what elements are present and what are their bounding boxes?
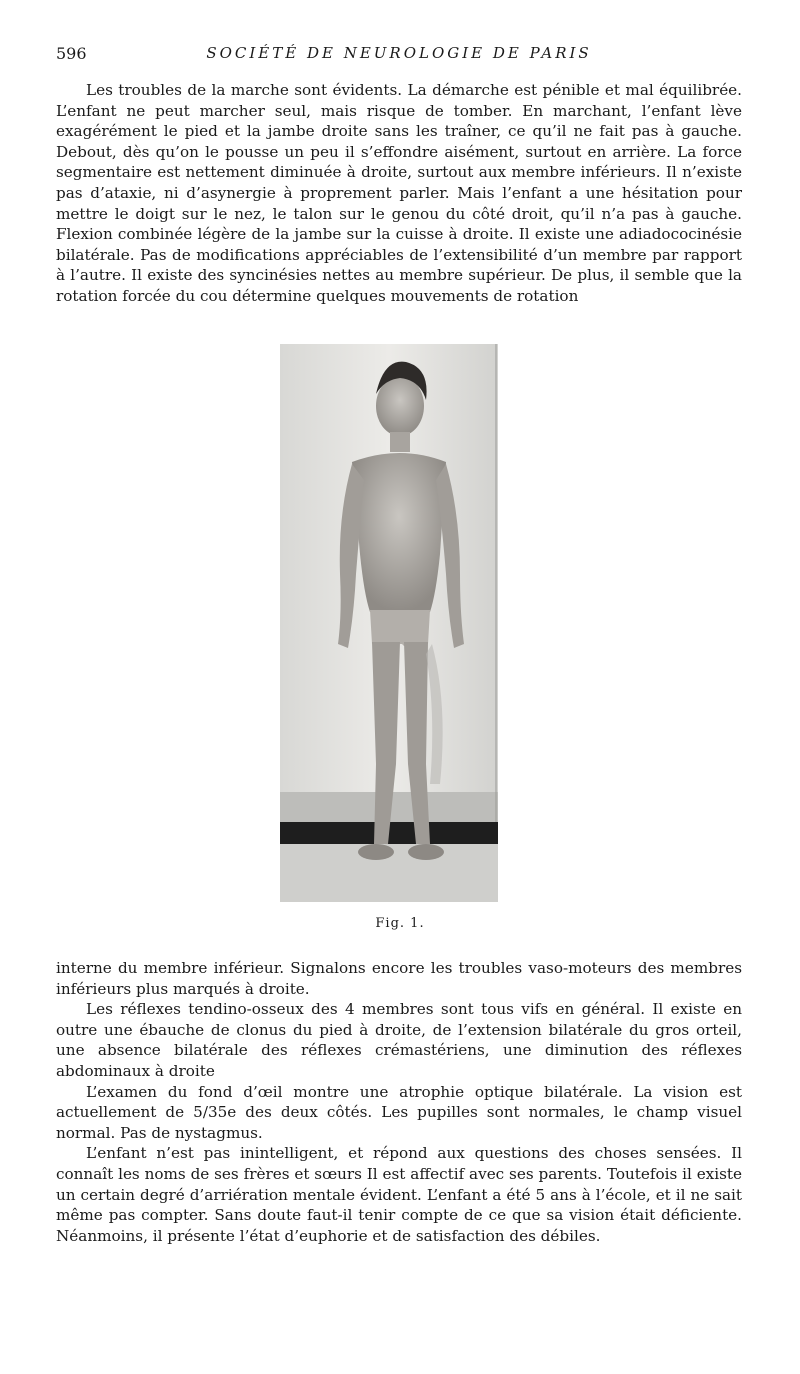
figure-photograph [280,344,498,902]
figure-caption: Fig. 1. [375,916,425,931]
page-number: 596 [56,44,87,63]
photograph-standing-child [280,344,498,902]
text-block-bottom [56,958,742,1246]
paragraph: Les troubles de la marche sont évidents. La démarche est pénible et mal équilibrée. L’enfant ne peut marcher seul, mais risque de tomber. En marchant, l’enfant lève exagérément le pied et la jambe droite sans les traîner, ce qu’il ne fait pas à gauche. Debout, dès qu’on le pousse un peu il s’effondre aisément, surtout en arrière. La force segmentaire est nettement diminuée à droite, surtout aux membre inférieurs. Il n’existe pas d’ataxie, ni d’asynergie à proprement parler. Mais l’enfant a une hésitation pour mettre le doigt sur le nez, le talon sur le genou du côté droit, qu’il n’a pas à gauche. Flexion combinée légère de la jambe sur la cuisse à droite. Il existe une adiadococinésie bilatérale. Pas de modifications appréciables de l’extensibilité d’un membre par rapport à l’autre. Il existe des syncinésies nettes au membre supérieur. De plus, il semble que la rotation forcée du cou détermine quelques mouvements de rotation [56,81,742,305]
paragraph: interne du membre inférieur. Signalons encore les troubles vaso-moteurs des membres inférieurs plus marqués à droite. [56,959,742,998]
text-block-top [56,80,742,307]
paragraph: Les réflexes tendino-osseux des 4 membres sont tous vifs en général. Il existe en outre une ébauche de clonus du pied à droite, de l’extension bilatérale du gros orteil, une absence bilatérale des réflexes crémastériens, une diminution des réflexes abdominaux à droite [56,1000,742,1080]
page-header [56,44,742,64]
paragraph: L’enfant n’est pas inintelligent, et répond aux questions des choses sensées. Il connaît les noms de ses frères et sœurs Il est affectif avec ses parents. Toutefois il existe un certain degré d’arriération mentale évident. L’enfant a été 5 ans à l’école, et il ne sait même pas compter. Sans doute faut-il tenir compte de ce que sa vision était déficiente. Néanmoins, il présente l’état d’euphorie et de satisfaction des débiles. [56,1144,742,1245]
paragraph: L’examen du fond d’œil montre une atrophie optique bilatérale. La vision est actuellement de 5/35e des deux côtés. Les pupilles sont normales, le champ visuel normal. Pas de nystagmus. [56,1082,742,1142]
running-title: SOCIÉTÉ DE NEUROLOGIE DE PARIS [206,44,592,62]
